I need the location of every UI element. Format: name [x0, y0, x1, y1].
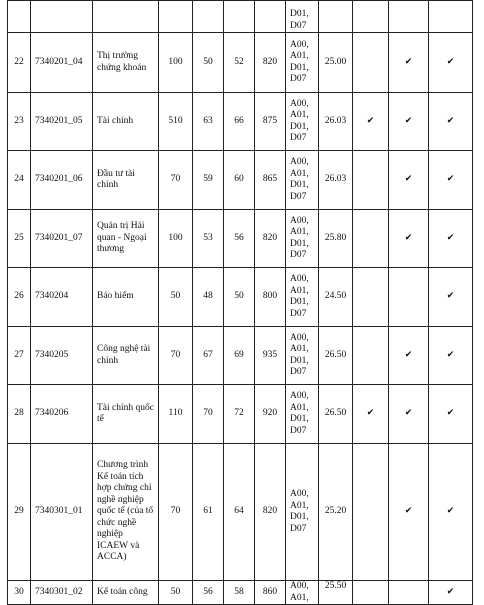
subject-block: D01,: [290, 121, 309, 132]
check-icon: ✔: [446, 291, 455, 302]
row-number: 23: [8, 93, 31, 151]
cutoff-score: 26.50: [319, 385, 353, 444]
threshold-value: 48: [193, 268, 224, 327]
program-code: 7340301_01: [31, 444, 93, 581]
method-3-cell: [429, 151, 473, 210]
check-icon: ✔: [446, 115, 455, 126]
row-number: 28: [8, 385, 31, 444]
check-icon: ✔: [446, 56, 455, 67]
subject-block: A01,: [290, 227, 309, 237]
threshold-value-2: 60: [224, 151, 255, 210]
subject-block: A00,: [290, 157, 309, 167]
program-code: 7340204: [31, 268, 93, 327]
method-2-cell: [389, 93, 429, 151]
table-row: [8, 151, 473, 210]
table-row: [8, 581, 473, 605]
quota-value: 70: [159, 444, 193, 581]
threshold-value-2: 52: [224, 33, 255, 93]
method-1-cell: [353, 581, 389, 605]
subject-blocks: [286, 327, 319, 385]
subject-block: D07: [290, 308, 307, 319]
row-number: 24: [8, 151, 31, 210]
check-icon: ✔: [404, 408, 413, 419]
subject-block: A00,: [290, 274, 309, 284]
table-row: [8, 385, 473, 444]
row-number: 25: [8, 210, 31, 268]
assessment-score: [255, 1, 286, 33]
subject-block: A01,: [290, 344, 309, 354]
subject-block: D01,: [290, 180, 309, 190]
cutoff-score: 25.20: [319, 444, 353, 581]
threshold-value-2: 56: [224, 210, 255, 268]
subject-block: A01,: [290, 500, 309, 511]
method-2-cell: [389, 210, 429, 268]
subject-block: D07: [290, 191, 307, 202]
subject-block: A00,: [290, 39, 309, 50]
program-code: 7340201_05: [31, 93, 93, 151]
subject-blocks: [286, 268, 319, 327]
subject-block: A01,: [290, 110, 309, 120]
subject-blocks: [286, 210, 319, 268]
quota-value: 70: [159, 151, 193, 210]
quota-value: 50: [159, 581, 193, 605]
check-icon: ✔: [366, 408, 375, 419]
row-number: [8, 1, 31, 33]
subject-block: D07: [290, 20, 307, 31]
method-3-cell: [429, 581, 473, 605]
check-icon: ✔: [446, 408, 455, 419]
threshold-value-2: 64: [224, 444, 255, 581]
subject-block: D01,: [290, 297, 309, 307]
subject-blocks: [286, 1, 319, 33]
quota-value: 100: [159, 33, 193, 93]
row-number: 26: [8, 268, 31, 327]
admission-table: [7, 0, 473, 605]
program-code: 7340201_06: [31, 151, 93, 210]
threshold-value: 50: [193, 33, 224, 93]
subject-blocks: [286, 581, 319, 605]
quota-value: 70: [159, 327, 193, 385]
subject-block: D07: [290, 250, 307, 260]
subject-block: D01,: [290, 355, 309, 366]
subject-block: A01,: [290, 168, 309, 179]
check-icon: ✔: [446, 586, 455, 597]
check-icon: ✔: [404, 506, 413, 517]
threshold-value: 56: [193, 581, 224, 605]
check-icon: ✔: [446, 349, 455, 360]
subject-block: D07: [290, 133, 307, 143]
subject-blocks: [286, 33, 319, 93]
program-name: Công nghệ tài chính: [93, 327, 159, 385]
method-3-cell: [429, 327, 473, 385]
subject-block: A01,: [290, 402, 309, 413]
table-row: [8, 268, 473, 327]
program-code: [31, 1, 93, 33]
method-3-cell: [429, 210, 473, 268]
program-name: Quản trị Hải quan - Ngoại thương: [93, 210, 159, 268]
cutoff-score: 26.03: [319, 151, 353, 210]
check-icon: ✔: [404, 232, 413, 243]
method-2-cell: [389, 444, 429, 581]
subject-block: A00,: [290, 98, 309, 109]
program-name: Chương trình Kế toán tích hợp chứng chỉ nghề nghiệp quốc tế (của tổ chức nghề nghiệp ICAEW và ACCA): [93, 444, 159, 581]
quota-value: 510: [159, 93, 193, 151]
method-3-cell: [429, 93, 473, 151]
method-2-cell: [389, 268, 429, 327]
subject-block: A00,: [290, 215, 309, 226]
method-1-cell: [353, 33, 389, 93]
subject-blocks: [286, 93, 319, 151]
threshold-value-2: 72: [224, 385, 255, 444]
cutoff-score: 25.80: [319, 210, 353, 268]
assessment-score: 920: [255, 385, 286, 444]
subject-block: A01,: [290, 285, 309, 296]
quota-value: 110: [159, 385, 193, 444]
assessment-score: 800: [255, 268, 286, 327]
cutoff-score: 25.00: [319, 33, 353, 93]
method-2-cell: [389, 151, 429, 210]
check-icon: ✔: [446, 506, 455, 517]
table-row: [8, 33, 473, 93]
subject-blocks: [286, 151, 319, 210]
cutoff-score: 24.50: [319, 268, 353, 327]
subject-blocks: [286, 385, 319, 444]
subject-block: D01,: [290, 62, 309, 73]
subject-block: A00,: [290, 489, 309, 499]
quota-value: [159, 1, 193, 33]
program-name: Thị trường chứng khoán: [93, 33, 159, 93]
subject-block: D01,: [290, 512, 309, 522]
assessment-score: 865: [255, 151, 286, 210]
program-code: 7340205: [31, 327, 93, 385]
program-code: 7340206: [31, 385, 93, 444]
program-code: 7340201_07: [31, 210, 93, 268]
method-3-cell: [429, 1, 473, 33]
assessment-score: 820: [255, 444, 286, 581]
program-code: 7340201_04: [31, 33, 93, 93]
subject-block: D07: [290, 74, 307, 84]
threshold-value-2: 50: [224, 268, 255, 327]
table-row: [8, 93, 473, 151]
method-3-cell: [429, 385, 473, 444]
table-body: [8, 1, 473, 605]
table-row: [8, 444, 473, 581]
cutoff-score: [319, 1, 353, 33]
method-1-cell: [353, 210, 389, 268]
row-number: 22: [8, 33, 31, 93]
row-number: 27: [8, 327, 31, 385]
threshold-value-2: 69: [224, 327, 255, 385]
method-2-cell: [389, 327, 429, 385]
row-number: 30: [8, 581, 31, 605]
threshold-value: 70: [193, 385, 224, 444]
method-3-cell: [429, 268, 473, 327]
method-3-cell: [429, 444, 473, 581]
subject-block: A01,: [290, 51, 309, 61]
check-icon: ✔: [404, 56, 413, 67]
assessment-score: 875: [255, 93, 286, 151]
subject-block: D01,: [290, 9, 309, 19]
cutoff-score: 25.50: [319, 581, 353, 605]
row-number: 29: [8, 444, 31, 581]
subject-blocks: [286, 444, 319, 581]
check-icon: ✔: [404, 115, 413, 126]
check-icon: ✔: [366, 115, 375, 126]
threshold-value-2: [224, 1, 255, 33]
threshold-value: 59: [193, 151, 224, 210]
program-name: Tài chính: [93, 93, 159, 151]
threshold-value-2: 58: [224, 581, 255, 605]
method-1-cell: [353, 93, 389, 151]
program-code: 7340301_02: [31, 581, 93, 605]
method-1-cell: [353, 268, 389, 327]
method-3-cell: [429, 33, 473, 93]
subject-block: A01,: [290, 592, 309, 603]
threshold-value: [193, 1, 224, 33]
method-2-cell: [389, 581, 429, 605]
subject-block: D01,: [290, 414, 309, 424]
assessment-score: 820: [255, 33, 286, 93]
threshold-value-2: 66: [224, 93, 255, 151]
threshold-value: 61: [193, 444, 224, 581]
subject-block: D07: [290, 367, 307, 377]
program-name: Đầu tư tài chính: [93, 151, 159, 210]
method-1-cell: [353, 327, 389, 385]
table-row: [8, 1, 473, 33]
threshold-value: 53: [193, 210, 224, 268]
check-icon: ✔: [404, 349, 413, 360]
assessment-score: 820: [255, 210, 286, 268]
threshold-value: 63: [193, 93, 224, 151]
method-1-cell: [353, 1, 389, 33]
quota-value: 100: [159, 210, 193, 268]
quota-value: 50: [159, 268, 193, 327]
subject-block: A00,: [290, 391, 309, 401]
check-icon: ✔: [446, 232, 455, 243]
method-1-cell: [353, 385, 389, 444]
method-1-cell: [353, 151, 389, 210]
program-name: [93, 1, 159, 33]
subject-block: D07: [290, 425, 307, 436]
check-icon: ✔: [404, 174, 413, 185]
method-2-cell: [389, 33, 429, 93]
assessment-score: 860: [255, 581, 286, 605]
method-1-cell: [353, 444, 389, 581]
method-2-cell: [389, 1, 429, 33]
program-name: Bảo hiểm: [93, 268, 159, 327]
subject-block: D01,: [290, 238, 309, 249]
cutoff-score: 26.50: [319, 327, 353, 385]
check-icon: ✔: [446, 174, 455, 185]
program-name: Kế toán công: [93, 581, 159, 605]
subject-block: A00,: [290, 332, 309, 343]
assessment-score: 935: [255, 327, 286, 385]
subject-block: D07: [290, 523, 307, 534]
subject-block: A00,: [290, 581, 309, 591]
table-row: [8, 327, 473, 385]
table-row: [8, 210, 473, 268]
method-2-cell: [389, 385, 429, 444]
cutoff-score: 26.03: [319, 93, 353, 151]
program-name: Tài chính quốc tế: [93, 385, 159, 444]
threshold-value: 67: [193, 327, 224, 385]
